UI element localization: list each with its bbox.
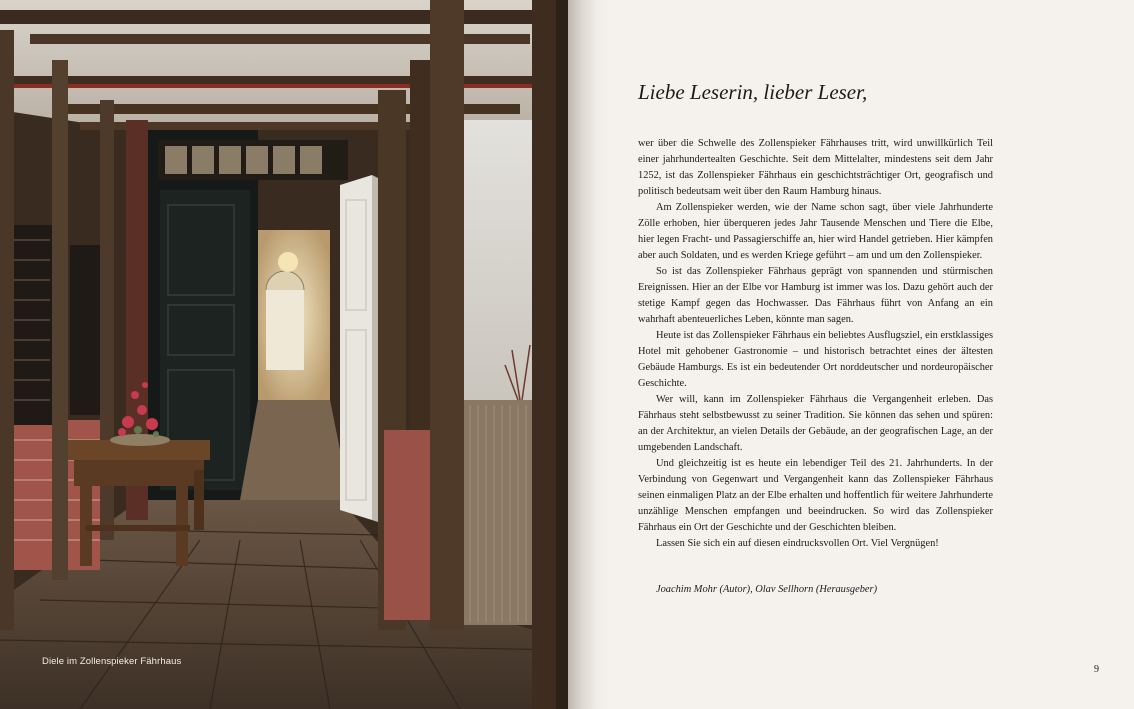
photo-caption: Diele im Zollenspieker Fährhaus	[42, 656, 182, 667]
preface-paragraph: wer über die Schwelle des Zollenspieker Fährhauses tritt, wird unwillkürlich Teil einer jahrhundertealten Geschichte. Seit dem Mittelalter, mindestens seit dem Jahr 1252, ist das Zollenspieker Fährhaus ein geschichtsträchtiger Ort, geografisch und politisch bedeutsam weit über den Raum Hamburg hinaus.	[638, 138, 993, 197]
preface-body	[638, 136, 993, 552]
preface-paragraph: Lassen Sie sich ein auf diesen eindrucksvollen Ort. Viel Vergnügen!	[656, 538, 939, 549]
preface-paragraph: So ist das Zollenspieker Fährhaus geprägt von spannenden und stürmischen Ereignissen. Hier an der Elbe vor Hamburg ist immer was los. Dazu gehört auch der stetige Kampf gegen das Hochwasser. Das Fährhaus führt von Anfang an ein wahrhaft abenteuerliches Leben, könnte man sagen.	[638, 266, 993, 325]
preface-paragraph: Wer will, kann im Zollenspieker Fährhaus die Vergangenheit erleben. Das Fährhaus steht selbstbewusst zu seiner Tradition. Sie können das sehen und spüren: an der Architektur, an vielen Details der Gebäude, an der geografischen Lage, an der umgebenden Landschaft.	[638, 394, 993, 453]
preface-paragraph: Am Zollenspieker werden, wie der Name schon sagt, über viele Jahrhunderte Zölle erhoben, hier überqueren jedes Jahr Tausende Menschen und Tiere die Elbe, hier legen Fracht- und Passagierschiffe an, hier wird Handel getrieben. Hier kämpfen aber auch Soldaten, und es werden Kriege geführt – am und um den Zollenspieker.	[638, 202, 993, 261]
preface-paragraph: Heute ist das Zollenspieker Fährhaus ein beliebtes Ausflugsziel, ein erstklassiges Hotel mit gehobener Gastronomie – und historisch betrachtet eines der ältesten Gebäude Hamburgs. Es ist ein bedeutender Ort norddeutscher und nordeuropäischer Geschichte.	[638, 330, 993, 389]
page-number: 9	[1094, 664, 1099, 675]
preface-signature: Joachim Mohr (Autor), Olav Sellhorn (Herausgeber)	[656, 584, 878, 595]
text-page	[608, 0, 1134, 709]
book-gutter	[568, 0, 608, 709]
preface-paragraph: Und gleichzeitig ist es heute ein lebendiger Teil des 21. Jahrhunderts. In der Verbindung von Gegenwart und Vergangenheit kann das Zollenspieker Fährhaus seinen einmaligen Platz an der Elbe erhalten und hoffentlich für weitere Jahrhunderte unzählige Menschen empfangen und beeindrucken. So wird das Zollenspieker Fährhaus ein Ort der Geschichte und der Geschichten bleiben.	[638, 458, 993, 533]
preface-heading: Liebe Leserin, lieber Leser,	[638, 80, 868, 104]
